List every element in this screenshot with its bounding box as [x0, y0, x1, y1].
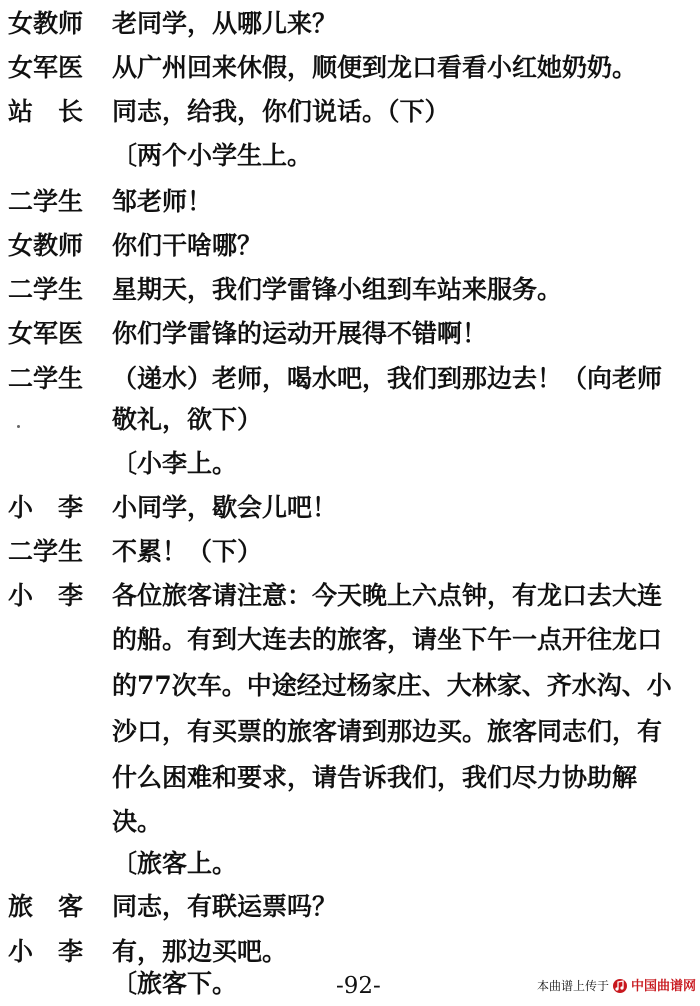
dialogue-line [0, 530, 700, 574]
speech-text: 不累！（下） [112, 537, 263, 566]
speech-text: 同志，有联运票吗？ [112, 892, 338, 921]
speaker-label: 二学生 [8, 187, 84, 216]
speech-text: 星期天，我们学雷锋小组到车站来服务。 [112, 275, 563, 304]
music-note-logo-icon [612, 978, 628, 994]
speech-text: 什么困难和要求，请告诉我们，我们尽力协助解 [112, 763, 638, 792]
watermark [537, 976, 696, 996]
dialogue-line [0, 46, 700, 90]
speech-text: 小同学，歇会儿吧！ [112, 493, 338, 522]
dialogue-line [0, 574, 700, 618]
speech-text: 邹老师！ [112, 187, 213, 216]
speaker-label: 女教师 [8, 231, 84, 260]
speech-text: 敬礼，欲下） [112, 405, 263, 434]
dialogue-line [0, 357, 700, 401]
speech-text: 老同学，从哪儿来？ [112, 9, 338, 38]
stage-direction-text: 〔小李上。 [112, 449, 238, 478]
dialogue-line [0, 224, 700, 268]
speaker-label: 二学生 [8, 364, 84, 393]
speech-text: 同志，给我，你们说话。（下） [112, 97, 450, 126]
dialogue-continuation [0, 664, 700, 708]
stage-direction [0, 134, 700, 178]
speech-text: 沙口，有买票的旅客请到那边买。旅客同志们，有 [112, 717, 663, 746]
dialogue-line [0, 486, 700, 530]
dialogue-line [0, 90, 700, 134]
speaker-label: 二学生 [8, 537, 84, 566]
speaker-label: 站 长 [8, 97, 84, 126]
dialogue-continuation [0, 756, 700, 800]
watermark-site-name: 中国曲谱网 [630, 978, 696, 993]
speaker-label: 旅 客 [8, 892, 84, 921]
speaker-label: 女军医 [8, 53, 84, 82]
page-number: -92- [336, 973, 381, 999]
dialogue-continuation [0, 710, 700, 754]
dialogue-continuation [0, 398, 700, 442]
dialogue-line [0, 885, 700, 929]
speaker-label: 女军医 [8, 319, 84, 348]
stage-direction-text: 〔旅客上。 [112, 849, 238, 878]
watermark-text: 本曲谱上传于 [536, 979, 609, 993]
speaker-label: 小 李 [8, 937, 84, 966]
speech-text: 各位旅客请注意：今天晚上六点钟，有龙口去大连 [112, 581, 663, 610]
stage-direction-text: 〔旅客下。 [112, 969, 238, 998]
speech-text: 决。 [112, 807, 163, 836]
dialogue-line [0, 268, 700, 312]
speaker-label: 女教师 [8, 9, 84, 38]
speaker-label: 小 李 [8, 493, 84, 522]
dialogue-continuation [0, 618, 700, 662]
dialogue-line [0, 180, 700, 224]
stage-direction [0, 442, 700, 486]
speaker-label: 小 李 [8, 581, 84, 610]
dialogue-line [0, 312, 700, 356]
dialogue-line [0, 2, 700, 46]
speaker-label: 二学生 [8, 275, 84, 304]
speech-text: （递水）老师，喝水吧，我们到那边去！（向老师 [112, 364, 663, 393]
dialogue-continuation [0, 800, 700, 844]
speech-text: 从广州回来休假，顺便到龙口看看小红她奶奶。 [112, 53, 638, 82]
speech-text: 的船。有到大连去的旅客，请坐下午一点开往龙口 [112, 625, 663, 654]
speech-text: 你们干啥哪？ [112, 231, 263, 260]
speech-text: 你们学雷锋的运动开展得不错啊！ [112, 319, 488, 348]
stage-direction [0, 842, 700, 886]
speech-text: 的77次车。中途经过杨家庄、大林家、齐水沟、小 [112, 671, 672, 700]
speech-text: 有，那边买吧。 [112, 937, 288, 966]
stage-direction-text: 〔两个小学生上。 [112, 141, 313, 170]
